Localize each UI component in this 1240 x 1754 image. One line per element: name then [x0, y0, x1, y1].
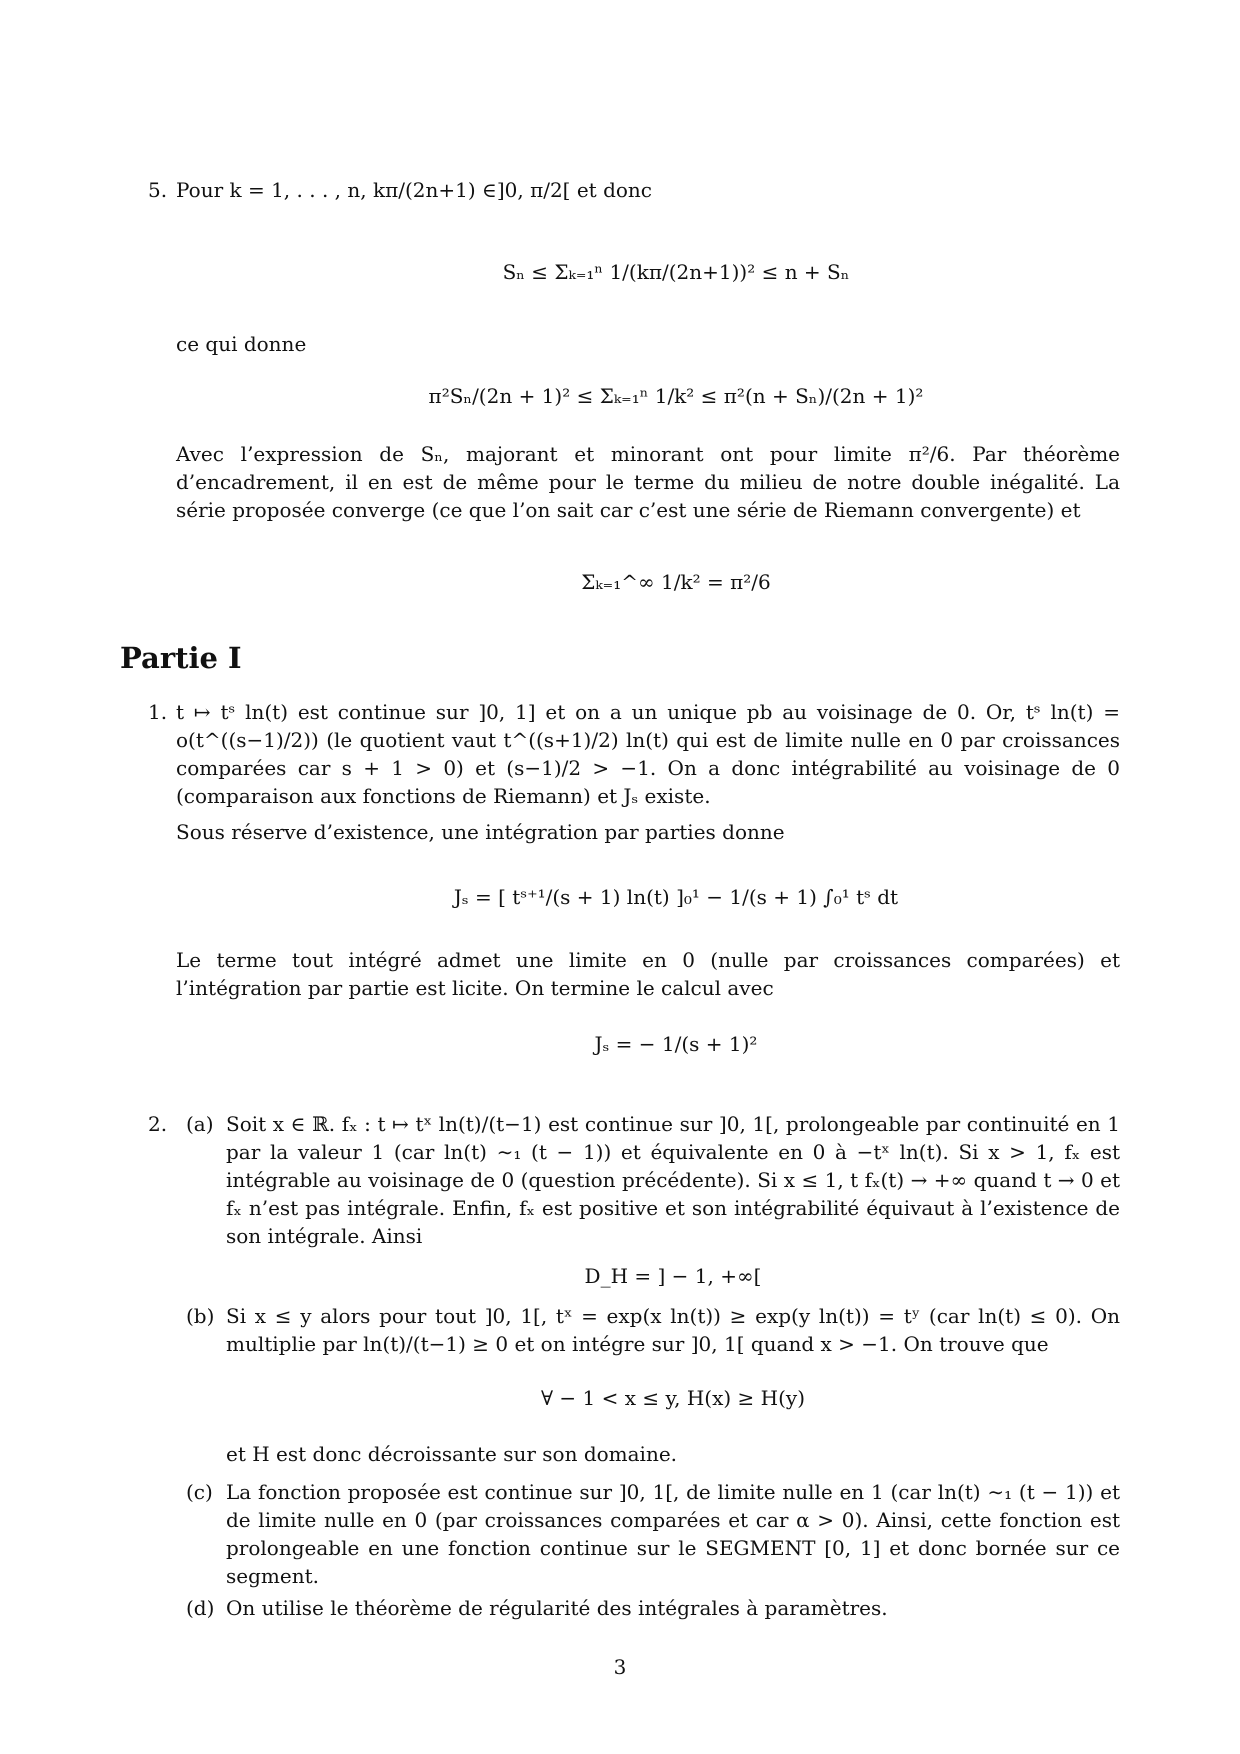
p2b-label: (b) — [186, 1304, 215, 1328]
p2d-label: (d) — [186, 1596, 215, 1620]
p2a-equation: D_H = ] − 1, +∞[ — [584, 1264, 762, 1288]
q5-intro: Pour k = 1, . . . , n, kπ/(2n+1) ∈]0, π/2[ et donc — [176, 178, 652, 202]
p2c-paragraph: La fonction proposée est continue sur ]0, 1[, de limite nulle en 1 (car ln(t) ∼₁ (t − 1)) et de limite nulle en 0 (par croissances comparées et car α > 0). Ainsi, cette fonction est prolongeable en une fonction continue sur le SEGMENT [0, 1] et donc bornée sur ce segment. — [226, 1480, 1120, 1588]
p2b-paragraph: Si x ≤ y alors pour tout ]0, 1[, tˣ = exp(x ln(t)) ≥ exp(y ln(t)) = tʸ (car ln(t) ≤ 0). On multiplie par ln(t)/(t−1) ≥ 0 et on intégre sur ]0, 1[ quand x > −1. On trouve que — [226, 1304, 1120, 1356]
p1-equation-1: Jₛ = [ tˢ⁺¹/(s + 1) ln(t) ]₀¹ − 1/(s + 1) ∫₀¹ tˢ dt — [453, 885, 899, 909]
page-number: 3 — [613, 1655, 627, 1679]
p1-paragraph-2: Le terme tout intégré admet une limite en 0 (nulle par croissances comparées) et l’intégration par partie est licite. On termine le calcul avec — [176, 948, 1120, 1000]
p2-number: 2. — [148, 1112, 168, 1136]
p1-text-2: Sous réserve d’existence, une intégration par parties donne — [176, 820, 785, 844]
p2a-label: (a) — [186, 1112, 214, 1136]
section-heading: Partie I — [120, 641, 242, 675]
p1-number: 1. — [148, 700, 168, 724]
p2b-text-2: et H est donc décroissante sur son domaine. — [226, 1442, 678, 1466]
p1-paragraph: t ↦ tˢ ln(t) est continue sur ]0, 1] et on a un unique pb au voisinage de 0. Or, tˢ ln(t) = o(t^((s−1)/2)) (le quotient vaut t^((s+1)/2) ln(t) qui est de limite nulle en 0 par croissances comparées car s + 1 > 0) et (s−1)/2 > −1. On a donc intégrabilité au voisinage de 0 (comparaison aux fonctions de Riemann) et Jₛ existe. — [176, 700, 1120, 808]
q5-equation-2: π²Sₙ/(2n + 1)² ≤ Σₖ₌₁ⁿ 1/k² ≤ π²(n + Sₙ)/(2n + 1)² — [428, 384, 924, 408]
q5-equation-1: Sₙ ≤ Σₖ₌₁ⁿ 1/(kπ/(2n+1))² ≤ n + Sₙ — [502, 260, 850, 284]
p2b-equation: ∀ − 1 < x ≤ y, H(x) ≥ H(y) — [541, 1386, 805, 1410]
p2d-paragraph: On utilise le théorème de régularité des intégrales à paramètres. — [226, 1596, 888, 1620]
p2a-paragraph: Soit x ∈ ℝ. fₓ : t ↦ tˣ ln(t)/(t−1) est continue sur ]0, 1[, prolongeable par continuité en 1 par la valeur 1 (car ln(t) ∼₁ (t − 1)) et équivalente en 0 à −tˣ ln(t). Si x > 1, fₓ est intégrable au voisinage de 0 (question précédente). Si x ≤ 1, t fₓ(t) → +∞ quand t → 0 et fₓ n’est pas intégrale. Enfin, fₓ est positive et son intégrabilité équivaut à l’existence de son intégrale. Ainsi — [226, 1112, 1120, 1248]
p1-equation-2: Jₛ = − 1/(s + 1)² — [594, 1032, 758, 1056]
q5-paragraph: Avec l’expression de Sₙ, majorant et minorant ont pour limite π²/6. Par théorème d’encadrement, il en est de même pour le terme du milieu de notre double inégalité. La série proposée converge (ce que l’on sait car c’est une série de Riemann convergente) et — [176, 442, 1120, 522]
q5-number: 5. — [148, 178, 168, 202]
q5-text-2: ce qui donne — [176, 332, 307, 356]
p2c-label: (c) — [186, 1480, 213, 1504]
q5-equation-3: Σₖ₌₁^∞ 1/k² = π²/6 — [581, 570, 771, 594]
